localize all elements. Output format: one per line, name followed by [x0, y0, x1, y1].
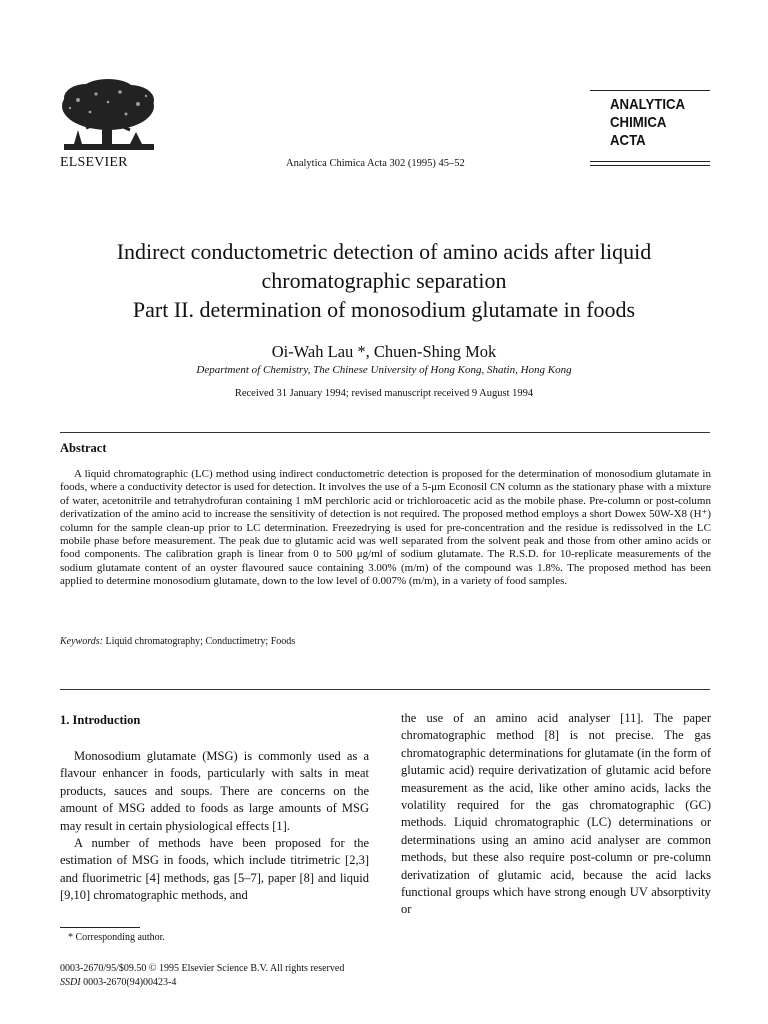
journal-rule-bottom: [590, 165, 710, 166]
journal-title: [610, 96, 685, 150]
article-title-line: Part II. determination of monosodium glutamate in foods: [132, 297, 636, 322]
article-title: [40, 237, 728, 324]
intro-paragraph-right-column: the use of an amino acid analyser [11]. The paper chromatographic method [8] is not precise. The gas chromatographic determinations for glutamate (in the form of glutamic acid) require derivatization of glutamic acid before measurement as the acid, like other amino acids, lacks the volatility required for the gas chromatographic (GC) methods. Liquid chromatographic (LC) determinations or determinations using an amino acid analyser are common methods, but these also require post-column or pre-column derivatization of glutamic acid, because the acid lacks functional groups which have strong enough UV absorptivity or: [401, 711, 711, 917]
divider: [60, 689, 710, 690]
footnote: * Corresponding author.: [68, 932, 165, 943]
copyright-block: [60, 962, 344, 990]
article-title-line: Indirect conductometric detection of amino acids after liquid: [116, 239, 652, 264]
intro-paragraph: A number of methods have been proposed for the estimation of MSG in foods, which include titrimetric [2,3] and fluorimetric [4] methods, gas [5–7], paper [8] and liquid [9,10] chromatographic methods, and: [60, 836, 369, 903]
authors: Oi-Wah Lau *, Chuen-Shing Mok: [271, 342, 497, 361]
received-dates: Received 31 January 1994; revised manuscript received 9 August 1994: [234, 388, 534, 399]
journal-title-line: CHIMICA: [610, 114, 667, 131]
intro-paragraph: Monosodium glutamate (MSG) is commonly used as a flavour enhancer in foods, particularly with salts in meat products, sauces and soups. There are concerns on the amount of MSG added to foods as large amounts of MSG may result in certain physiological effects [1].: [60, 749, 369, 833]
article-title-line: chromatographic separation: [261, 268, 507, 293]
footnote-rule: [60, 927, 140, 928]
copyright-line: 0003-2670/95/$09.50 © 1995 Elsevier Science B.V. All rights reserved: [60, 963, 345, 974]
ssdi-line: [60, 976, 344, 990]
keywords-list: Liquid chromatography; Conductimetry; Foods: [102, 636, 296, 647]
publisher-name: ELSEVIER: [60, 155, 128, 170]
keywords-label: Keywords:: [60, 636, 103, 647]
journal-rule-bottom: [590, 161, 710, 162]
section-heading-introduction: 1. Introduction: [60, 713, 141, 727]
divider: [60, 432, 710, 433]
keywords: [60, 636, 295, 647]
abstract-text: A liquid chromatographic (LC) method using indirect conductometric detection is proposed for the determination of monosodium glutamate in foods, where a conductivity detector is used for detection. It involves the use of a 5-μm Econosil CN column as the stationary phase with a mixture of water, acetonitrile and tetrahydrofuran containing 1 mM perchloric acid or trichloroacetic acid as the mobile phase. Pre-column or post-column derivatization of the amino acid to increase the sensitivity of detection is not required. The proposed method employs a short Dowex 50W-X8 (H⁺) column for the sample clean-up prior to LC determination. Freezedrying is used for pre-concentration and the residue is redissolved in the LC mobile phase before measurement. The peak due to glutamic acid was well separated from the solvent peak and those from other amino acids or food components. The calibration graph is linear from 0 to 500 μg/ml of sodium glutamate. The R.S.D. for 10-replicate measurements of the sodium glutamate content of an oyster flavoured sauce containing 3.00% (m/m) of the compound was 1.8%. The proposed method has been applied to determine monosodium glutamate, down to the low level of 0.007% (m/m), in a variety of food samples.: [60, 468, 711, 588]
journal-citation: Analytica Chimica Acta 302 (1995) 45–52: [286, 158, 465, 169]
journal-title-line: ACTA: [610, 132, 646, 149]
ssdi-value: 0003-2670(94)00423-4: [80, 977, 177, 988]
journal-title-line: ANALYTICA: [610, 96, 686, 113]
abstract-heading: Abstract: [60, 441, 107, 455]
ssdi-label: SSDI: [60, 977, 81, 988]
elsevier-logo: [56, 78, 162, 156]
affiliation: Department of Chemistry, The Chinese University of Hong Kong, Shatin, Hong Kong: [196, 364, 572, 376]
journal-rule-top: [590, 90, 710, 91]
